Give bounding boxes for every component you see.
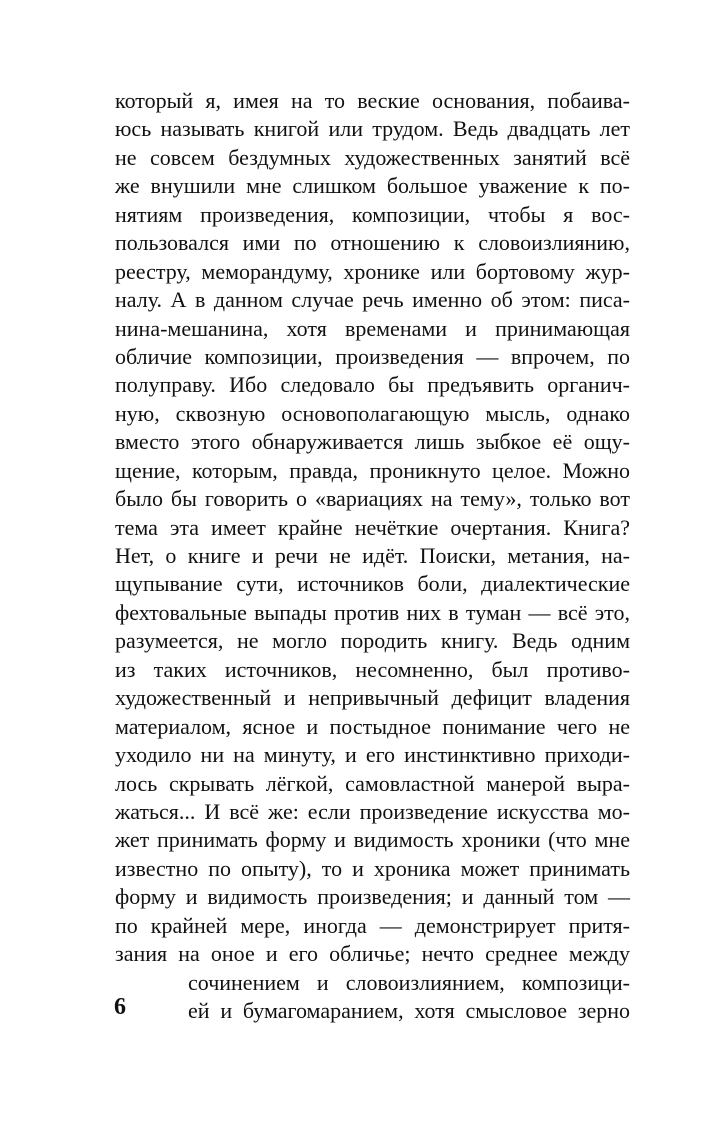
text-line: юсь называть книгой или трудом. Ведь двадцать лет (115, 116, 630, 142)
text-line: нятиям произведения, композиции, чтобы я вос- (115, 201, 630, 227)
text-line: уходило ни на минуту, и его инстинктивно приходи- (115, 742, 630, 768)
text-line: щение, которым, правда, проникнуто целое. Можно (115, 457, 630, 483)
text-line: нина-мешанина, хотя временами и принимающая (115, 315, 630, 341)
text-line: по крайней мере, иногда — демонстрирует притя- (115, 912, 630, 938)
text-line: ей и бумагомаранием, хотя смысловое зерно (188, 998, 630, 1023)
text-line: тема эта имеет крайне нечёткие очертания. Книга? (115, 514, 630, 540)
page-number: 6 (114, 994, 126, 1020)
text-line: ную, сквозную основополагающую мысль, однако (115, 400, 630, 426)
body-text (115, 87, 630, 1025)
text-line: налу. А в данном случае речь именно об этом: писа- (115, 287, 630, 313)
text-line: лось скрывать лёгкой, самовластной манерой выра- (115, 770, 630, 796)
text-line: пользовался ими по отношению к словоизлиянию, (115, 230, 630, 256)
text-line: жаться... И всё же: если произведение искусства мо- (115, 798, 630, 824)
text-line: зания на оное и его обличье; нечто среднее между (115, 941, 630, 967)
text-line: форму и видимость произведения; и данный том — (115, 884, 630, 910)
text-line: же внушили мне слишком большое уважение к по- (115, 173, 630, 199)
text-line: Нет, о книге и речи не идёт. Поиски, метания, на- (115, 543, 630, 568)
text-line: художественный и непривычный дефицит владения (115, 685, 630, 711)
text-line: щупывание сути, источников боли, диалектические (115, 571, 630, 597)
text-line: сочинением и словоизлиянием, композици- (188, 969, 630, 995)
text-line: разумеется, не могло породить книгу. Ведь одним (115, 628, 630, 654)
text-line: материалом, ясное и постыдное понимание чего не (115, 713, 630, 739)
text-line: известно по опыту), то и хроника может принимать (115, 855, 630, 881)
text-line: не совсем бездумных художественных занятий всё (115, 144, 630, 170)
text-line: реестру, меморандуму, хронике или бортовому жур- (115, 258, 630, 284)
text-line: обличие композиции, произведения — впрочем, по (115, 343, 630, 369)
text-line: полуправу. Ибо следовало бы предъявить органич- (115, 372, 630, 398)
text-line: который я, имея на то веские основания, побаива- (115, 88, 630, 113)
text-line: фехтовальные выпады против них в туман — всё это, (115, 599, 630, 625)
text-line: жет принимать форму и видимость хроники (что мне (115, 827, 630, 853)
text-line: было бы говорить о «вариациях на тему», только вот (115, 486, 630, 512)
text-line: из таких источников, несомненно, был противо- (115, 656, 630, 682)
text-line: вместо этого обнаруживается лишь зыбкое её ощу- (115, 429, 630, 455)
